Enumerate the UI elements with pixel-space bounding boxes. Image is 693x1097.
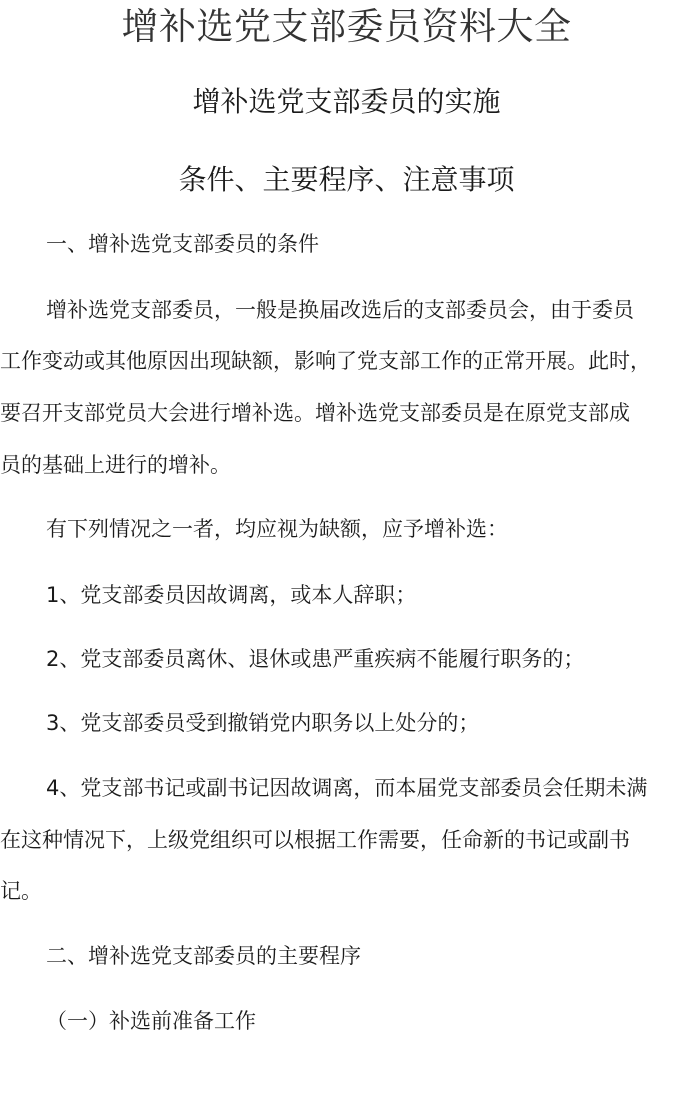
list-item-continuation: 记。 — [0, 879, 42, 903]
paragraph-line: 员的基础上进行的增补。 — [0, 453, 231, 477]
list-item: 3、党支部委员受到撤销党内职务以上处分的； — [46, 711, 480, 735]
list-item: 2、党支部委员离休、退休或患严重疾病不能履行职务的； — [46, 647, 585, 671]
list-item-continuation: 在这种情况下，上级党组织可以根据工作需要，任命新的书记或副书 — [0, 828, 630, 852]
document-subtitle-line1: 增补选党支部委员的实施 — [192, 85, 501, 118]
subsection-heading-preparation: （一）补选前准备工作 — [46, 1009, 256, 1033]
paragraph-line: 工作变动或其他原因出现缺额，影响了党支部工作的正常开展。此时， — [0, 349, 651, 373]
list-item: 4、党支部书记或副书记因故调离，而本届党支部委员会任期未满 — [46, 776, 648, 800]
document-subtitle-line2: 条件、主要程序、注意事项 — [178, 163, 515, 196]
paragraph-line: 增补选党支部委员，一般是换届改选后的支部委员会，由于委员 — [46, 298, 634, 322]
paragraph-line: 要召开支部党员大会进行增补选。增补选党支部委员是在原党支部成 — [0, 401, 630, 425]
list-item: 1、党支部委员因故调离，或本人辞职； — [46, 583, 417, 607]
paragraph-vacancy-intro: 有下列情况之一者，均应视为缺额，应予增补选： — [46, 517, 508, 541]
section-heading-procedure: 二、增补选党支部委员的主要程序 — [46, 944, 361, 968]
section-heading-conditions: 一、增补选党支部委员的条件 — [46, 232, 319, 256]
document-title: 增补选党支部委员资料大全 — [121, 5, 572, 48]
